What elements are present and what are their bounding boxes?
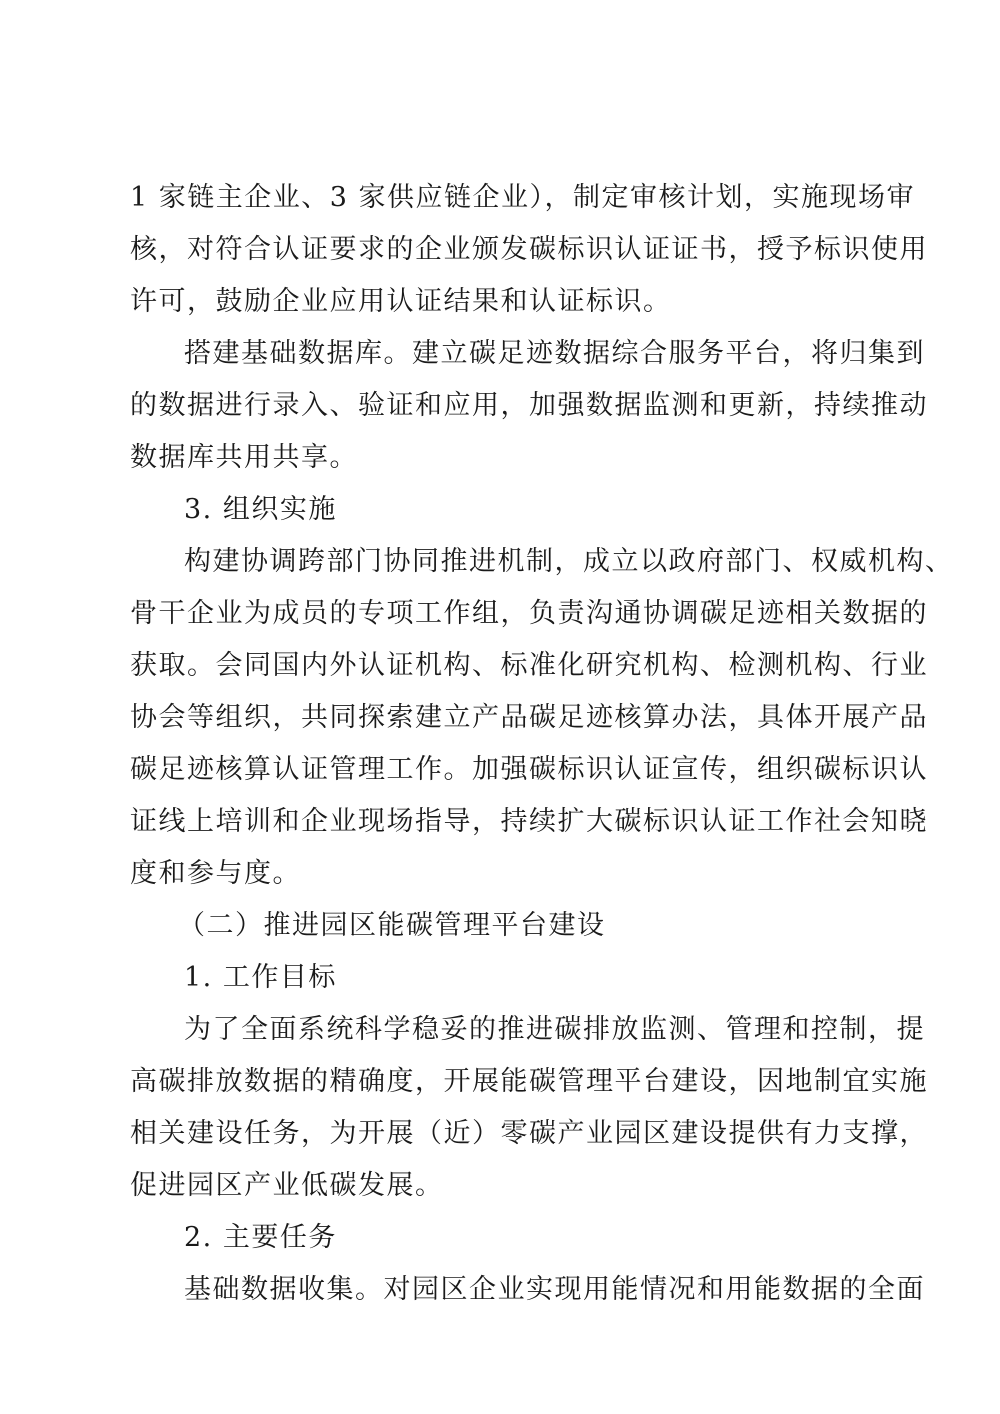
paragraph-line: 构建协调跨部门协同推进机制，成立以政府部门、权威机构、 [184,546,954,577]
paragraph-line: 搭建基础数据库。建立碳足迹数据综合服务平台，将归集到 [184,338,925,369]
paragraph-line: 高碳排放数据的精确度，开展能碳管理平台建设，因地制宜实施 [130,1066,928,1097]
paragraph-line: 促进园区产业低碳发展。 [130,1170,444,1201]
paragraph-line: 的数据进行录入、验证和应用，加强数据监测和更新，持续推动 [130,390,928,421]
paragraph-line: 相关建设任务，为开展（近）零碳产业园区建设提供有力支撑， [130,1118,928,1149]
paragraph-line: 数据库共用共享。 [130,442,358,473]
paragraph-line: 证线上培训和企业现场指导，持续扩大碳标识认证工作社会知晓 [130,806,928,837]
paragraph-line: 获取。会同国内外认证机构、标准化研究机构、检测机构、行业 [130,650,928,681]
paragraph-line: 许可，鼓励企业应用认证结果和认证标识。 [130,286,672,317]
paragraph-line: 骨干企业为成员的专项工作组，负责沟通协调碳足迹相关数据的 [130,598,928,629]
paragraph-line: 为了全面系统科学稳妥的推进碳排放监测、管理和控制，提 [184,1014,925,1045]
section-heading: 3. 组织实施 [184,494,337,525]
paragraph-line: 核，对符合认证要求的企业颁发碳标识认证证书，授予标识使用 [130,234,928,265]
section-heading: 1. 工作目标 [184,962,337,993]
paragraph-line: 1 家链主企业、3 家供应链企业），制定审核计划，实施现场审 [130,182,916,213]
paragraph-line: 度和参与度。 [130,858,301,889]
paragraph-line: 碳足迹核算认证管理工作。加强碳标识认证宣传，组织碳标识认 [130,754,928,785]
section-heading: 2. 主要任务 [184,1222,337,1253]
chapter-heading: （二）推进园区能碳管理平台建设 [178,910,606,941]
paragraph-line: 协会等组织，共同探索建立产品碳足迹核算办法，具体开展产品 [130,702,928,733]
paragraph-line: 基础数据收集。对园区企业实现用能情况和用能数据的全面 [184,1274,925,1305]
